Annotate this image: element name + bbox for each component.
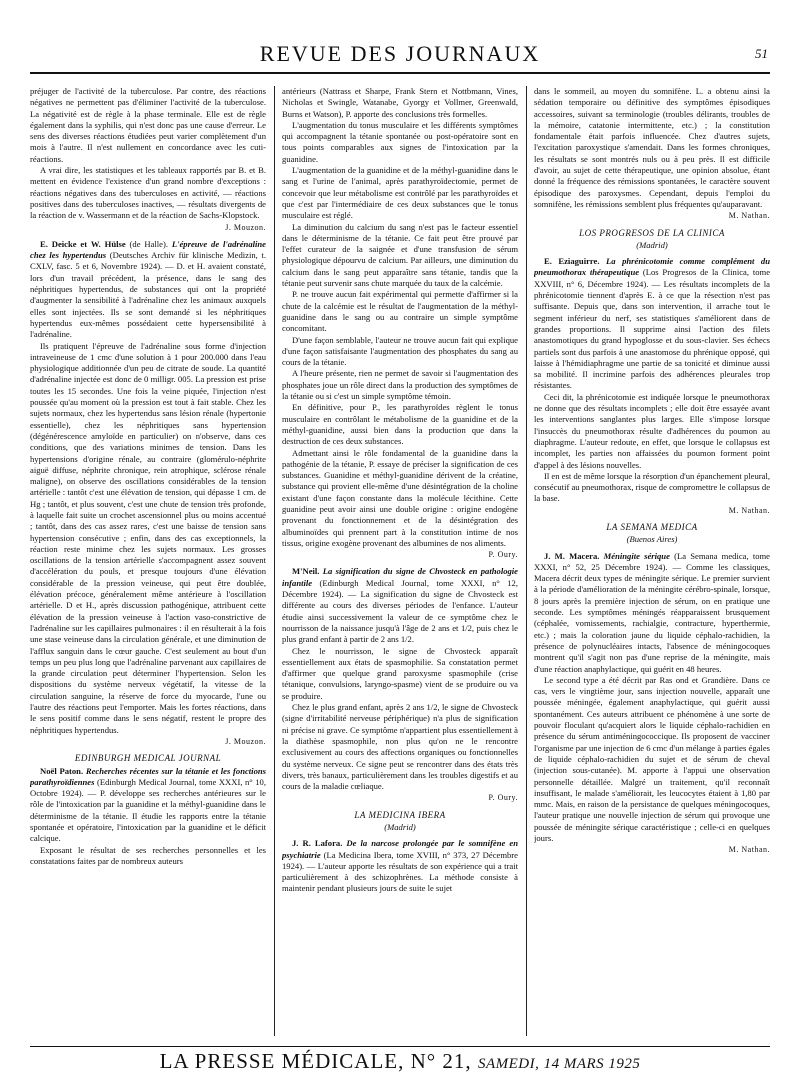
- paragraph: A vrai dire, les statistiques et les tableaux rapportés par B. et B. mettent en évidence l'existence d'un grand nombre d'exceptions : réactions négatives dans des tuberculoses en activité, — réactions positives dans des tuberculoses inactives, — résultats divergents de la réaction de v. Wassermann et de la réaction de Sachs-Klopstock.: [30, 165, 266, 221]
- article-entry: [30, 766, 266, 845]
- signature: P. Oury.: [488, 550, 518, 560]
- signature: P. Oury.: [488, 793, 518, 803]
- article-title: La signification du signe de Chvosteck en pathologie infantile: [282, 566, 518, 588]
- signature: M. Nathan.: [728, 845, 770, 855]
- journal-place: (Madrid): [384, 822, 416, 832]
- article-author: J. M. Macera.: [544, 550, 604, 561]
- paragraph: Admettant ainsi le rôle fondamental de la guanidine dans la pathogénie de la tétanie, P. essaye de préciser la signification de ces substances. Guanidine et méthyl-guanidine dérivent de la créatine, substance qui provient elle-même d'une désintégration de la choline existant d'une façon constante dans la molécule lécithine. Cette guanidine peut avoir ainsi une double origine : origine endogène provenant du fonctionnement et de la désintégration des albuminoïdes qui prennent part à la constitution intime de nos tissus, origine exogène provenant des albumines de nos aliments.: [282, 447, 518, 548]
- page-number: 51: [755, 46, 768, 61]
- article-author: M'Neil.: [292, 566, 323, 577]
- article-author: E. Deicke et W. Hülse: [40, 238, 130, 249]
- article-title: La phrénicotomie comme complément du pneumothorax thérapeutique: [534, 256, 770, 278]
- article-body: (Los Progresos de la Clinica, tome XXVIII, n° 6, Décembre 1924). — Les résultats incomplets de la phrénicotomie tiennent d'après E. à ce que la résection n'est pas suffisante. Depuis que, dans son intervention, il arrache tout le segment inférieur du nerf, ses statistiques s'améliorent dans de grandes proportions. Il supprime ainsi l'action des filets anastomotiques du grand hypoglosse et du sous-clavier. Ses échecs partiels sont dus parfois à une anastomose du phrénique opposé, qui laisse à l'hémidiaphragme une partie de sa tonicité et diminue aussi sa mobilité. Il incrimine parfois des adhérences pleurales trop résistantes.: [534, 267, 770, 391]
- article-body: (Edinburgh Medical Journal, tome XXXI, n° 10, Octobre 1924). — P. développe ses recherches antérieures sur le rôle de l'intoxication par la guanidine et la méthyl-guanidine dans le déterminisme de la tétanie. Il étudie les rapports entre la tétanie spontanée et opératoire, l'intoxication par la guanidine et le déficit calcique.: [30, 776, 266, 844]
- paragraph: La diminution du calcium du sang n'est pas le facteur essentiel dans le déterminisme de la tétanie. Ce fait peut être prouvé par l'effet curateur de la saignée et d'une transfusion de sérum physiologique dépourvu de calcium. Par ailleurs, une diminution du calcium dans le sang peut apparaître sans tétanie, tandis que la tétanie peut survenir sans chute marquée du taux de la calcémie.: [282, 221, 518, 289]
- journal-place: (Buenos Aires): [626, 534, 678, 545]
- article-body: (La Semana medica, tome XXXI, n° 52, 25 Décembre 1924). — Comme les classiques, Macera décrit deux types de méningite sérique. Le premier survient à la période d'amélioration de la méningite cérébro-spinale, lorsque, 8 jours après la première injection de sérum, on en pratique une seconde. Les symptômes méningés réapparaissent brusquement (céphalée, vomissements, rachialgie, contracture, hyperthermie, etc.) ; mais la coloration jaune du liquide céphalo-rachidien, la présence de polynucléaires intacts, l'absence de méningocoques montrent qu'il s'agit non pas d'une reprise de la méningite, mais d'une réaction anaphylactique, qui guérit en 48 heures.: [534, 550, 770, 674]
- article-title: Méningite sérique: [603, 550, 675, 561]
- paragraph: Ils pratiquent l'épreuve de l'adrénaline sous forme d'injection intraveineuse de 1 cmc d'une solution à 1 pour 200.000 dans l'eau physiologique additionnée d'un peu de citrate de soude. La quantité d'adrénaline injectée est donc de 0 milligr. 005. La pression est prise toutes les 15 secondes. Une fois la veine piquée, l'injection n'est poussée qu'au moment où la pression est tout à fait stable. Chez les sujets normaux, chez les hypertendus sans lésion rénale (hypertonie essentielle), chez les néphritiques sans hypertension (dégénérescence amyloïde en particulier) on n'observe, dans ces conditions, que des variations minimes de tension. Dans les hypertensions d'origine rénale, au contraire (glomérulo-néphrite aiguë diffuse, néphrite chronique, rein atrophique, sclérose rénale maligne), on observe des oscillations considérables de la tension artérielle : tantôt c'est une élévation de tension, qui dépasse 1 cm. de Hg ; tantôt, et plus souvent, c'est une chute de tension très profonde, à laquelle fait suite un crochet ascensionnel plus ou moins accentué ; tantôt, dans des cas assez rares, c'est une baisse de tension sans hypertension consécutive ; enfin, dans des cas exceptionnels, la réaction reste minime chez les sujets normaux. Les grosses oscillations de la tension artérielle s'accompagnent assez souvent d'accélération du pouls, et presque toujours d'une élévation considérable de la pression veineuse, qui peut être doublée, élévation précoce, généralement même antérieure à l'oscillation artérielle. D et H., après discussion pathogénique, attribuent cette élévation de la pression veineuse à l'action vaso-constrictive de l'adrénaline sur les capillaires pulmonaires : il en résulterait à la fois une stase veineuse dans la circulation générale, et une diminution de l'afflux sanguin dans le cœur gauche. C'est seulement au bout d'un temps un peu plus long que l'adrénaline parvenant aux capillaires de la grande circulation peut déterminer l'hypertension. Selon les dispositions du système nerveux végétatif, la vitesse de la circulation sanguine, la réserve de force du myocarde, l'une ou l'autre des réactions peut l'emporter. Mais les fortes réactions, dans le sens positif comme dans le sens négatif, restent le propre des néphritiques hypertendus.: [30, 340, 266, 735]
- article-body: (Deutsches Archiv für klinische Medizin, t. CXLV, fasc. 5 et 6, Novembre 1924). — D. et H. avaient constaté, lors d'un travail précédent, la présence, dans le sang des néphritiques hypertendus, de substances qui ont la propriété d'augmenter la sensibilité à l'adrénaline chez les animaux auxquels elles sont injectées. Ils se sont demandé si les néphritiques hypertendus eux-mêmes possédaient cette hypersensibilité à l'adrénaline.: [30, 250, 266, 340]
- author-affiliation: (de Halle).: [129, 238, 172, 249]
- signature: J. Mouzon.: [225, 736, 266, 746]
- journal-heading: LA MEDICINA IBERA: [354, 809, 446, 820]
- article-entry: [30, 239, 266, 341]
- paragraph: antérieurs (Nattrass et Sharpe, Frank Stern et Nottbmann, Vines, Nicholas et Swingle, Watanabe, Gyorgy et Vollmer, Greenwald, Burns et Watson), P. apporte des conclusions très formelles.: [282, 86, 518, 119]
- article-entry: [282, 838, 518, 894]
- footer-line: [30, 1049, 770, 1074]
- paragraph: préjuger de l'activité de la tuberculose. Par contre, des réactions négatives ne permettent pas d'éliminer l'activité de la tuberculose. La négativité est de règle à la phase terminale. Elle est de règle également dans la syphilis, qui n'est donc pas une cause d'erreur. Le sens des diverses réactions étudiées peut varier complètement d'un mois à l'autre. Il n'est nullement en concordance avec les cuti-réactions.: [30, 86, 266, 164]
- footer-journal: LA PRESSE MÉDICALE, N° 21,: [159, 1049, 478, 1073]
- column-rule: [526, 86, 527, 1036]
- paragraph: dans le sommeil, au moyen du somnifène. L. a obtenu ainsi la sédation temporaire ou définitive des symptômes épisodiques accessoires, suivant sa terminologie (troubles délirants, troubles de la mémoire, catatonie intermittente, etc.) ; la constitution fondamentale était parfois influencée. Chez d'autres sujets, l'excitation paroxystique s'amendait. Dans les formes chroniques, les résultats se sont montrés nuls ou à peu près. Il est difficile d'avoir, au sujet de cette thérapeutique, une opinion absolue, étant donné la fréquence des rémissions spontanées, le caractère souvent épisodique des paroxysmes. Cependant, depuis l'emploi du somnifène, les rémissions semblent plus fréquentes qu'auparavant.: [534, 86, 770, 209]
- article-body: (Edinburgh Medical Journal, tome XXXI, n° 12, Décembre 1924). — La signification du signe de Chvosteck est différente au cours des diverses périodes de l'enfance. L'auteur étudie ainsi successivement la valeur de ce symptôme chez le nourrisson de la naissance jusqu'à l'âge de 2 ans et 1/2, puis chez le plus grand enfant à partir de 2 ans 1/2.: [282, 577, 518, 645]
- signature: M. Nathan.: [728, 505, 770, 515]
- running-title: REVUE DES JOURNAUX: [259, 41, 541, 66]
- article-author: J. R. Lafora.: [292, 838, 347, 849]
- paragraph: D'une façon semblable, l'auteur ne trouve aucun fait qui explique d'une façon satisfaisante l'augmentation des phosphates du sang au cours de la tétanie.: [282, 334, 518, 368]
- paragraph: Exposant le résultat de ses recherches personnelles et les constatations faites par de nombreux auteurs: [30, 844, 266, 866]
- page-footer: [30, 1046, 770, 1077]
- column-1: [30, 86, 266, 1044]
- column-2: [282, 86, 518, 1044]
- paragraph: Le second type a été décrit par Ras ond et Grandière. Dans ce cas, vers le vingtième jour, sans injection nouvelle, apparaît une poussée méningée, également anaphylactique, qui guérit aussi spontanément. Ces auteurs attribuent ce phénomène à une sorte de pouvoir floculant qu'acquiert alors le liquide céphalo-rachidien en présence du sérum antiméningococcique. Ils proposent de vacciner l'organisme par une injection de 6 cmc d'un mélange à parties égales de liquide céphalo-rachidien du sujet et de sérum de cheval (injection sous-cutanée). M. apporte à l'appui une observation personnelle détaillée. Malgré un traitement, qu'il reconnaît insuffisant, le malade s'améliorait, les leucocytes étaient à 1,80 par mmc. Mais, en raison de la persistance de quelques méningocoques, l'auteur pratique une nouvelle injection de sérum qui provoque une poussée de méningite sérique caractéristique ; celle-ci en quelques jours.: [534, 674, 770, 843]
- article-entry: [534, 551, 770, 675]
- paragraph: P. ne trouve aucun fait expérimental qui permette d'affirmer si la chute de la calcémie est le résultat de l'augmentation de la méthyl-guanidine dans le sang ou au contraire un simple symptôme concomitant.: [282, 289, 518, 334]
- column-3: [534, 86, 770, 1044]
- column-rule: [274, 86, 275, 1036]
- paragraph: En définitive, pour P., les parathyroïdes règlent le tonus musculaire en contrôlant le métabolisme de la guanidine et de la méthyl-guanidine, aussi bien dans la production que dans la destruction de ces deux substances.: [282, 402, 518, 447]
- journal-heading: LOS PROGRESOS DE LA CLINICA: [579, 227, 725, 238]
- signature: J. Mouzon.: [225, 222, 266, 232]
- paragraph: L'augmentation du tonus musculaire et les différents symptômes qui accompagnent la tétanie spontanée ou post-opératoire sont en tous points comparables aux signes de l'intoxication par la guanidine.: [282, 119, 518, 164]
- signature: M. Nathan.: [728, 211, 770, 221]
- article-entry: [534, 256, 770, 392]
- paragraph: Chez le nourrisson, le signe de Chvosteck apparaît essentiellement aux états de spasmophilie. Sa constatation permet d'affirmer que quelque grand paroxysme spasmophile (crise tétanique, convulsions, laryngo-spasme) vient de se produire ou va se produire.: [282, 645, 518, 701]
- paragraph: Il en est de même lorsque la résorption d'un épanchement pleural, consécutif au pneumothorax, risque de compromettre le collapsus de la base.: [534, 470, 770, 504]
- journal-heading: LA SEMANA MEDICA: [606, 521, 698, 532]
- article-body: (La Medicina Ibera, tome XVIII, n° 373, 27 Décembre 1924). — L'auteur apporte les résultats de son expérience qui a trait particulièrement à des schizophrènes. La méthode consiste à maintenir pendant plusieurs jours de suite le sujet: [282, 849, 518, 894]
- paragraph: Ceci dit, la phrénicotomie est indiquée lorsque le pneumothorax ne donne que des résultats incomplets ; elle doit être essayée avant les interventions sanglantes plus larges. Elle s'impose lorsque l'insuccès du pneumothorax résulte d'adhérences du poumon au diaphragme. L'auteur redoute, en effet, que lorsque le collapsus est incomplet, les parties non affaissées du poumon forment point d'appel à des lésions nouvelles.: [534, 391, 770, 470]
- paragraph: L'augmentation de la guanidine et de la méthyl-guanidine dans le sang et l'urine de l'animal, après parathyroïdectomie, permet de concevoir que leur métabolisme est contrôlé par les parathyroïdes et que c'est par l'intermédiaire de ces deux substances que le tonus musculaire est réglé.: [282, 165, 518, 221]
- article-entry: [282, 566, 518, 645]
- text-columns: [30, 86, 770, 1044]
- article-title: L'épreuve de l'adrénaline chez les hypertendus: [30, 238, 266, 261]
- paragraph: Chez le plus grand enfant, après 2 ans 1/2, le signe de Chvosteck (signe d'irritabilité nerveuse périphérique) n'a plus de signification ni précise ni grave. Ce symptôme n'appartient plus essentiellement à la diathèse spasmophile, non plus qu'on ne le rencontre exclusivement au cours des affections organiques ou fonctionnelles du système nerveux. Ce signe peut se rencontrer dans des états très divers, très banaux, particulièrement dans les troubles digestifs et au cours de la maladie cœliaque.: [282, 702, 518, 792]
- article-author: Noël Paton.: [40, 765, 86, 776]
- footer-date: SAMEDI, 14 MARS 1925: [477, 1056, 641, 1072]
- article-author: E. Eziaguirre.: [544, 256, 607, 267]
- paragraph: A l'heure présente, rien ne permet de savoir si l'augmentation des phosphates joue un rôle direct dans la production des symptômes de la tétanie ou si c'est un simple symptôme témoin.: [282, 368, 518, 402]
- journal-place: (Madrid): [636, 239, 668, 250]
- page-header: [30, 38, 770, 74]
- journal-heading: EDINBURGH MEDICAL JOURNAL: [74, 753, 222, 764]
- article-title: De la narcose prolongée par le somnifène en psychiatrie: [282, 838, 518, 860]
- article-title: Recherches récentes sur la tétanie et les fonctions parathyroïdiennes: [30, 765, 266, 787]
